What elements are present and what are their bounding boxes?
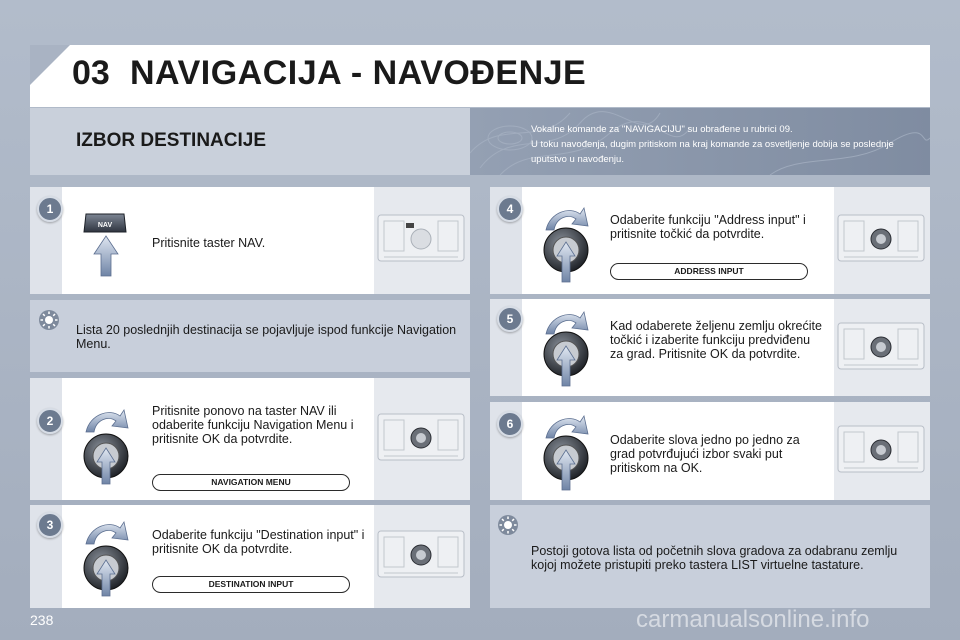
page-number: 238 [30, 612, 54, 628]
step-4-radio-area [834, 187, 930, 294]
step-6-text: Odaberite slova jedno po jedno za grad potvrđujući izbor svaki put pritiskom na OK. [610, 433, 800, 475]
radio-unit-image [834, 402, 930, 500]
note-line-1: Vokalne komande za "NAVIGACIJU" su obrađene u rubrici 09. [531, 124, 793, 135]
rotary-knob-icon [532, 198, 602, 286]
sun-tip-icon [38, 309, 60, 331]
arrow-rotate-icon [86, 522, 128, 544]
step-3-number: 3 [37, 512, 63, 538]
step-1-number: 1 [37, 196, 63, 222]
note-text [531, 122, 921, 167]
step-2-number: 2 [37, 408, 63, 434]
step-2-text: Pritisnite ponovo na taster NAV ili odaberite funkciju Navigation Menu i pritisnite OK da potvrdite. [152, 404, 354, 446]
radio-unit-image [374, 378, 470, 500]
step-6-radio-area [834, 402, 930, 500]
header-corner-fold [30, 45, 70, 85]
step-1-radio-area [374, 187, 470, 294]
address-input-label: ADDRESS INPUT [610, 263, 808, 280]
watermark: carmanualsonline.info [636, 606, 870, 633]
sun-tip-icon [497, 514, 519, 536]
chapter-title: NAVIGACIJA - NAVOĐENJE [130, 54, 587, 92]
step-5-radio-area [834, 299, 930, 396]
radio-unit-image [834, 187, 930, 294]
navigation-menu-label: NAVIGATION MENU [152, 474, 350, 491]
nav-button-icon [80, 210, 132, 280]
step-2-radio-area [374, 378, 470, 500]
section-title: IZBOR DESTINACIJE [76, 130, 267, 151]
destination-input-label: DESTINATION INPUT [152, 576, 350, 593]
step-4-number: 4 [497, 196, 523, 222]
note-line-2: U toku navođenja, dugim pritiskom na kraj komande za osvetljenje dobija se poslednje uputstvo u navođenju. [531, 139, 894, 165]
step-6-number: 6 [497, 411, 523, 437]
rotary-knob-icon [72, 400, 142, 488]
radio-unit-image [374, 505, 470, 608]
radio-unit-image [834, 299, 930, 396]
tip-2-text: Postoji gotova lista od početnih slova gradova za odabranu zemlju kojoj možete pristupiti preko tastera LIST virtuelne tastature. [531, 544, 898, 572]
chapter-number: 03 [72, 54, 110, 92]
step-1-text: Pritisnite taster NAV. [152, 236, 266, 250]
tip-1-text: Lista 20 poslednjih destinacija se pojavljuje ispod funkcije Navigation Menu. [76, 323, 457, 351]
radio-unit-image [374, 187, 470, 294]
arrow-rotate-icon [546, 208, 588, 230]
arrow-rotate-icon [86, 410, 128, 432]
step-3-text: Odaberite funkciju "Destination input" i pritisnite OK da potvrdite. [152, 528, 365, 556]
arrow-rotate-icon [546, 312, 588, 334]
step-4-text: Odaberite funkciju "Address input" i pritisnite točkić da potvrdite. [610, 213, 806, 241]
step-5-text: Kad odaberete željenu zemlju okrećite točkić i izaberite funkciju predviđenu za grad. Pritisnite OK da potvrdite. [610, 319, 822, 361]
svg-text:NAV: NAV [97, 222, 113, 229]
rotary-knob-icon [72, 512, 142, 600]
step-5-number: 5 [497, 306, 523, 332]
arrow-rotate-icon [546, 416, 588, 438]
rotary-knob-icon [532, 302, 602, 390]
step-3-radio-area [374, 505, 470, 608]
rotary-knob-icon [532, 406, 602, 494]
